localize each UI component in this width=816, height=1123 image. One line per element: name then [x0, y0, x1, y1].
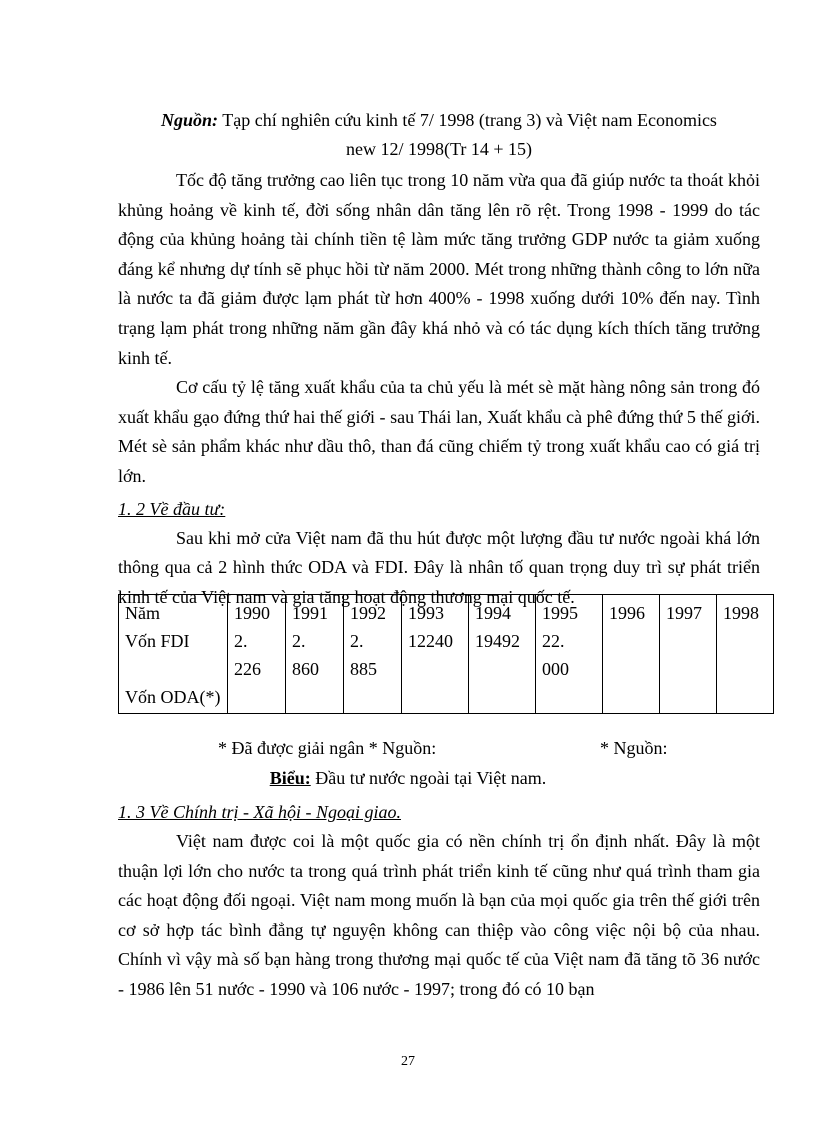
table-cell: 1993 12240 — [402, 595, 469, 714]
caption-label: Biểu: — [269, 768, 311, 788]
page-number: 27 — [401, 1054, 415, 1069]
section-heading-investment: 1. 2 Về đầu tư: — [118, 498, 226, 519]
row-label-year: Năm — [125, 603, 160, 623]
caption-text: Đầu tư nước ngoài tại Việt nam. — [310, 768, 547, 788]
table-row — [119, 595, 774, 714]
note-left: * Đã được giải ngân * Nguồn: — [218, 738, 437, 758]
paragraph-investment: Sau khi mở cửa Việt nam đã thu hút được một lượng đầu tư nước ngoài khá lớn thông qua cả 2 hình thức ODA và FDI. Đây là nhân tố quan trọng duy trì sự phát triển kinh tế của Việt nam và gia tăng hoạt động thương mại quốc tế. — [118, 527, 760, 607]
row-label-fdi: Vốn FDI — [125, 631, 190, 651]
table-caption — [0, 768, 816, 789]
table-cell: 1997 — [660, 595, 717, 714]
table-cell: 1996 — [603, 595, 660, 714]
table-cell: 1998 — [717, 595, 774, 714]
source-citation — [118, 106, 760, 164]
table-cell: 1992 2. 885 — [344, 595, 402, 714]
table-cell: 1991 2. 860 — [286, 595, 344, 714]
investment-table — [118, 594, 774, 714]
note-right: * Nguồn: — [600, 738, 668, 758]
table-cell: 1990 2. 226 — [228, 595, 286, 714]
section-heading-politics: 1. 3 Về Chính trị - Xã hội - Ngoại giao. — [118, 802, 401, 822]
table-cell — [119, 595, 228, 714]
table-cell: 1995 22. 000 — [536, 595, 603, 714]
source-text: Tạp chí nghiên cứu kinh tế 7/ 1998 (trang 3) và Việt nam Economics — [218, 110, 717, 130]
table-notes — [218, 738, 778, 759]
source-text-line2: new 12/ 1998(Tr 14 + 15) — [346, 139, 532, 159]
table-cell: 1994 19492 — [469, 595, 536, 714]
row-label-oda: Vốn ODA(*) — [125, 687, 221, 707]
page-body — [118, 106, 760, 612]
paragraph-export: Cơ cấu tỷ lệ tăng xuất khẩu của ta chủ yếu là mét sè mặt hàng nông sản trong đó xuất khẩu gạo đứng thứ hai thế giới - sau Thái lan, Xuất khẩu cà phê đứng thứ 5 thế giới. Mét sè sản phẩm khác như dầu thô, than đá cũng chiếm tỷ trong xuất khẩu cao có giá trị lớn. — [118, 377, 760, 486]
paragraph-politics: Việt nam được coi là một quốc gia có nền chính trị ổn định nhất. Đây là một thuận lợi lớn cho nước ta trong quá trình phát triển kinh tế cũng như quá trình tham gia các hoạt động đối ngoại. Việt nam mong muốn là bạn của mọi quốc gia trên thế giới trên cơ sở hợp tác bình đẳng tự nguyện không can thiệp vào công việc nội bộ của nhau. Chính vì vậy mà số bạn hàng trong thương mại quốc tế của Việt nam đã tăng tõ 36 nước - 1986 lên 51 nước - 1990 và 106 nước - 1997; trong đó có 10 bạn — [118, 831, 760, 999]
section-politics — [118, 795, 760, 1005]
source-label: Nguồn: — [161, 110, 219, 130]
paragraph-growth: Tốc độ tăng trưởng cao liên tục trong 10 năm vừa qua đã giúp nước ta thoát khỏi khủng hoảng về kinh tế, đời sống nhân dân tăng lên rõ rệt. Trong 1998 - 1999 do tác động của khủng hoảng tài chính tiền tệ làm mức tăng trưởng GDP nước ta giảm xuống đáng kể nhưng dự tính sẽ phục hồi từ năm 2000. Mét trong những thành công to lớn nữa là nước ta đã giảm được lạm phát từ hơn 400% - 1998 xuống dưới 10% đến nay. Tình trạng lạm phát trong những năm gần đây khá nhỏ và có tác dụng kích thích tăng trưởng kinh tế. — [118, 170, 760, 368]
